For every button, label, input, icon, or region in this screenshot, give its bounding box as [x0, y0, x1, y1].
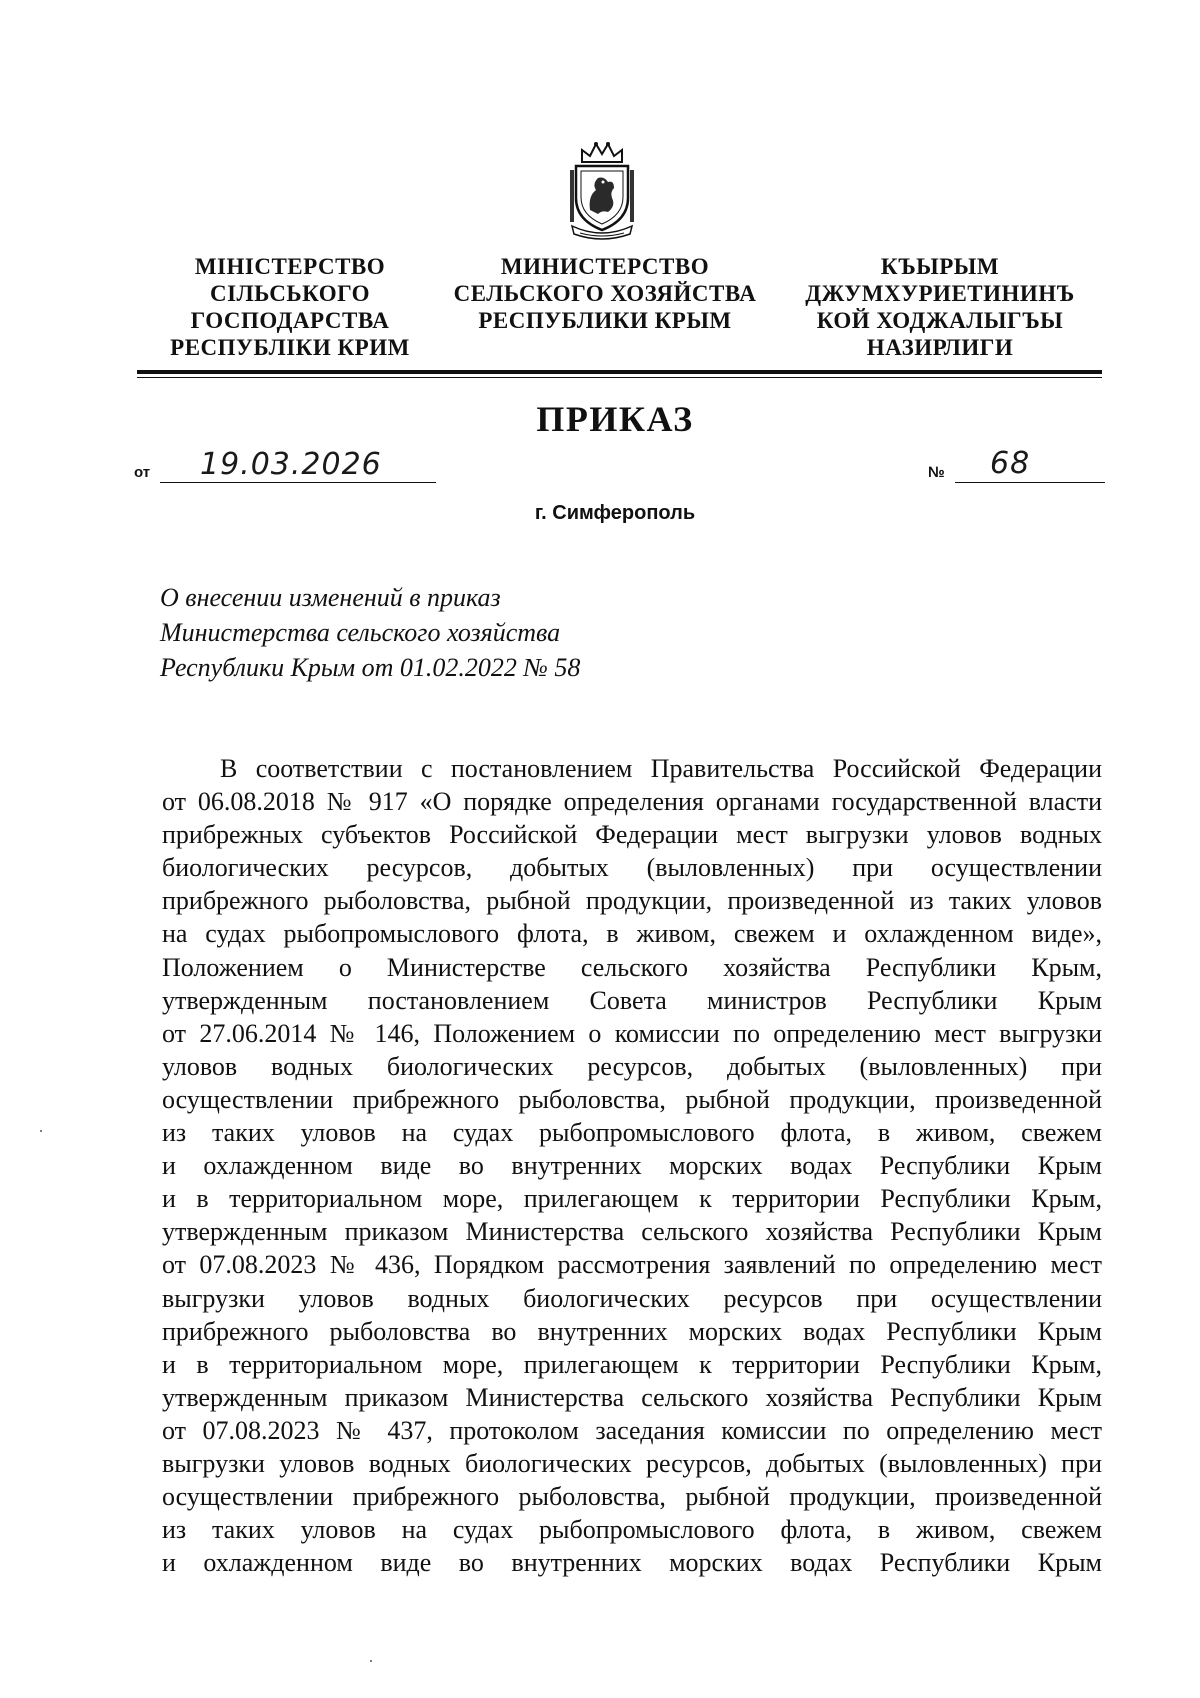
body-line: из таких уловов на судах рыбопромыслового флота, в живом, свежем — [162, 1515, 1102, 1545]
body-line: и охлажденном виде во внутренних морских водах Республики Крым — [162, 1548, 1102, 1578]
order-subject — [160, 580, 580, 685]
body-line: и охлажденном виде во внутренних морских водах Республики Крым — [162, 1151, 1102, 1181]
number-value: 68 — [990, 446, 1031, 481]
body-line: осуществлении прибрежного рыболовства, рыбной продукции, произведенной — [162, 1482, 1102, 1512]
subject-line: О внесении изменений в приказ — [160, 583, 501, 612]
header-ukrainian-line: ГОСПОДАРСТВА — [190, 308, 390, 333]
body-line: от 07.08.2023 № 437, протоколом заседания комиссии по определению мест — [162, 1415, 1102, 1445]
header-ukrainian-line: СІЛЬСЬКОГО — [209, 281, 371, 306]
body-paragraph — [162, 752, 1102, 1579]
header-russian-line: РЕСПУБЛИКИ КРЫМ — [478, 308, 732, 333]
body-line: от 27.06.2014 № 146, Положением о комиссии по определению мест выгрузки — [162, 1018, 1102, 1048]
header-ukrainian — [160, 253, 420, 361]
subject-line: Республики Крым от 01.02.2022 № 58 — [160, 653, 581, 682]
body-line: осуществлении прибрежного рыболовства, рыбной продукции, произведенной — [162, 1084, 1102, 1114]
body-line: из таких уловов на судах рыбопромыслового флота, в живом, свежем — [162, 1118, 1102, 1148]
body-line: на судах рыбопромыслового флота, в живом, свежем и охлажденном виде», — [162, 919, 1102, 949]
scan-artifact — [370, 1660, 372, 1662]
body-line: от 07.08.2023 № 436, Порядком рассмотрения заявлений по определению мест — [162, 1250, 1102, 1280]
header-ukrainian-line: МІНІСТЕРСТВО — [194, 254, 386, 279]
scan-artifact — [40, 1130, 42, 1132]
header-divider-thin — [137, 377, 1102, 378]
header-crimean-tatar — [790, 253, 1090, 361]
date-label: от — [134, 464, 151, 481]
header-russian-line: МИНИСТЕРСТВО — [500, 254, 710, 279]
body-line: В соответствии с постановлением Правительства Российской Федерации — [220, 754, 1102, 783]
order-title: ПРИКАЗ — [536, 399, 694, 439]
body-line: выгрузки уловов водных биологических ресурсов при осуществлении — [162, 1283, 1102, 1313]
city: г. Симферополь — [534, 502, 696, 524]
body-line: утвержденным постановлением Совета министров Республики Крым — [162, 985, 1102, 1015]
body-line: прибрежного рыболовства, рыбной продукции, произведенной из таких уловов — [162, 886, 1102, 916]
header-divider-thick — [137, 370, 1102, 374]
body-line: утвержденным приказом Министерства сельского хозяйства Республики Крым — [162, 1217, 1102, 1247]
body-line: и в территориальном море, прилегающем к территории Республики Крым, — [162, 1349, 1102, 1379]
header-crimean-tatar-line: ДЖУМХУРИЕТИНИНЪ — [805, 281, 1075, 306]
header-ukrainian-line: РЕСПУБЛІКИ КРИМ — [170, 335, 410, 360]
body-line: от 06.08.2018 № 917 «О порядке определения органами государственной власти — [162, 787, 1102, 817]
number-label: № — [928, 464, 945, 481]
crimea-coat-of-arms-icon — [568, 140, 636, 240]
body-line: прибрежного рыболовства во внутренних морских водах Республики Крым — [162, 1316, 1102, 1346]
body-line: прибрежных субъектов Российской Федерации мест выгрузки уловов водных — [162, 820, 1102, 850]
subject-line: Министерства сельского хозяйства — [160, 618, 561, 647]
header-crimean-tatar-line: КОЙ ХОДЖАЛЫГЪЫ — [816, 308, 1064, 333]
body-line: и в территориальном море, прилегающем к территории Республики Крым, — [162, 1184, 1102, 1214]
date-underline — [160, 482, 436, 483]
header-crimean-tatar-line: НАЗИРЛИГИ — [866, 335, 1014, 360]
header-russian-line: СЕЛЬСКОГО ХОЗЯЙСТВА — [453, 281, 757, 306]
header-crimean-tatar-line: КЪЫРЫМ — [880, 254, 1000, 279]
body-line: уловов водных биологических ресурсов, добытых (выловленных) при — [162, 1051, 1102, 1081]
body-line: утвержденным приказом Министерства сельского хозяйства Республики Крым — [162, 1382, 1102, 1412]
header-russian — [450, 253, 760, 334]
body-line: выгрузки уловов водных биологических ресурсов, добытых (выловленных) при — [162, 1448, 1102, 1478]
number-underline — [955, 482, 1105, 483]
body-line: биологических ресурсов, добытых (выловленных) при осуществлении — [162, 853, 1102, 883]
body-line: Положением о Министерстве сельского хозяйства Республики Крым, — [162, 952, 1102, 982]
date-value: 19.03.2026 — [200, 447, 382, 482]
